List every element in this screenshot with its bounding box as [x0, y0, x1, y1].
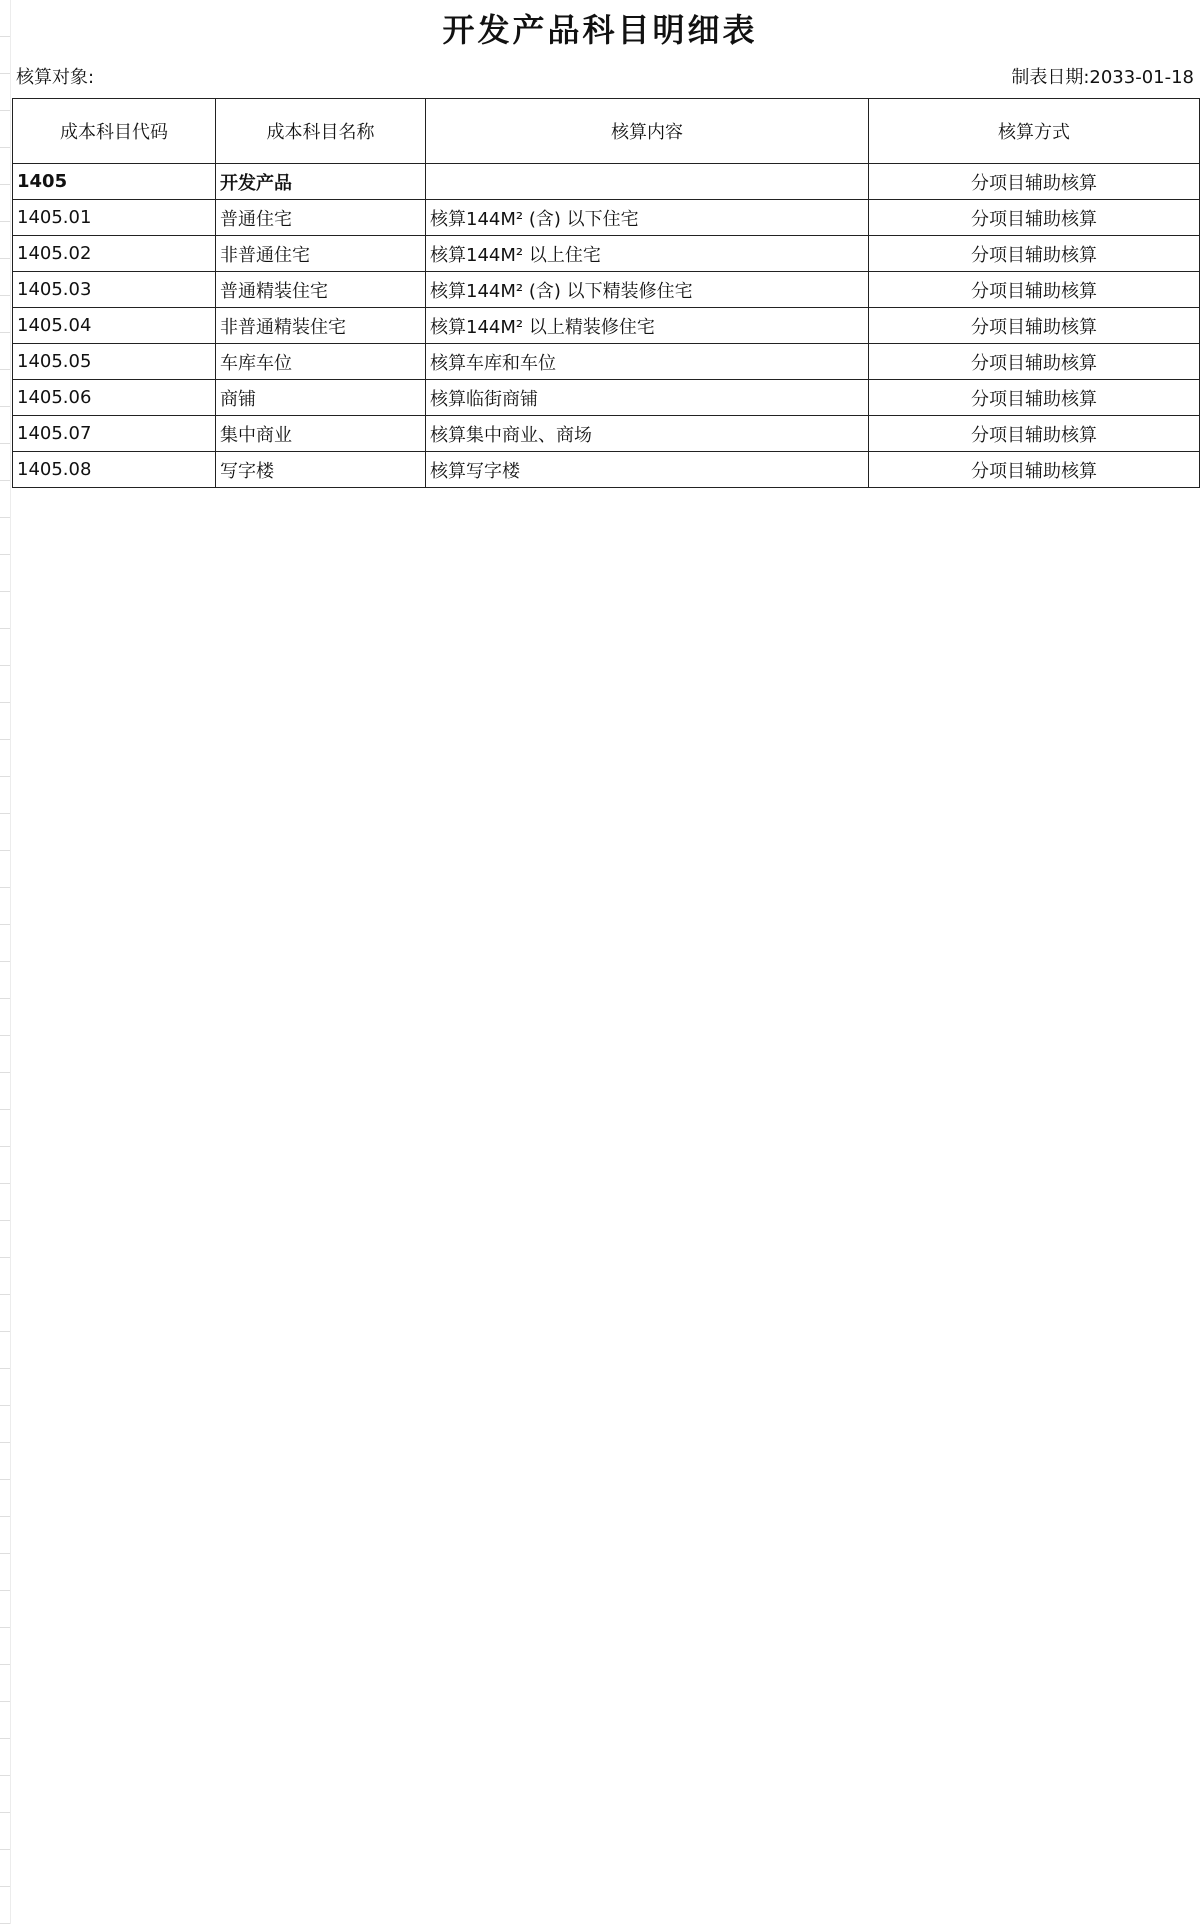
cell-method: 分项目辅助核算: [869, 380, 1200, 416]
cell-code: 1405.02: [13, 236, 216, 272]
cell-method: 分项目辅助核算: [869, 200, 1200, 236]
report-date: 制表日期:2033-01-18: [1011, 67, 1194, 88]
cell-name: 非普通住宅: [216, 236, 426, 272]
cell-code: 1405.03: [13, 272, 216, 308]
cell-code: 1405.07: [13, 416, 216, 452]
cell-method: 分项目辅助核算: [869, 164, 1200, 200]
table-header-row: [13, 99, 1200, 164]
table-row: [13, 272, 1200, 308]
cell-method: 分项目辅助核算: [869, 344, 1200, 380]
table-row: [13, 308, 1200, 344]
cell-content: [426, 164, 869, 200]
row-gutter: [0, 0, 11, 1924]
cell-content: 核算144M² 以上精装修住宅: [426, 308, 869, 344]
table-row: [13, 200, 1200, 236]
subject-detail-table: [12, 98, 1200, 488]
cell-name: 普通精装住宅: [216, 272, 426, 308]
cell-name: 非普通精装住宅: [216, 308, 426, 344]
page-title: 开发产品科目明细表: [442, 11, 758, 49]
cell-code: 1405.06: [13, 380, 216, 416]
accounting-object-label: 核算对象:: [16, 67, 95, 88]
cell-method: 分项目辅助核算: [869, 272, 1200, 308]
table-row: [13, 452, 1200, 488]
cell-method: 分项目辅助核算: [869, 416, 1200, 452]
cell-content: 核算车库和车位: [426, 344, 869, 380]
cell-content: 核算写字楼: [426, 452, 869, 488]
cell-name: 集中商业: [216, 416, 426, 452]
cell-name: 普通住宅: [216, 200, 426, 236]
cell-name: 商铺: [216, 380, 426, 416]
table-row: [13, 236, 1200, 272]
table-row: [13, 380, 1200, 416]
cell-code: 1405.08: [13, 452, 216, 488]
column-header-method: 核算方式: [869, 99, 1200, 164]
cell-method: 分项目辅助核算: [869, 308, 1200, 344]
column-header-code: 成本科目代码: [13, 99, 216, 164]
cell-code: 1405.04: [13, 308, 216, 344]
column-header-content: 核算内容: [426, 99, 869, 164]
cell-name: 车库车位: [216, 344, 426, 380]
column-header-name: 成本科目名称: [216, 99, 426, 164]
table-row: [13, 164, 1200, 200]
cell-name: 开发产品: [216, 164, 426, 200]
table-row: [13, 416, 1200, 452]
cell-content: 核算144M² (含) 以下住宅: [426, 200, 869, 236]
cell-method: 分项目辅助核算: [869, 452, 1200, 488]
cell-content: 核算144M² (含) 以下精装修住宅: [426, 272, 869, 308]
cell-name: 写字楼: [216, 452, 426, 488]
cell-content: 核算集中商业、商场: [426, 416, 869, 452]
cell-code: 1405: [13, 164, 216, 200]
cell-code: 1405.01: [13, 200, 216, 236]
cell-method: 分项目辅助核算: [869, 236, 1200, 272]
table-row: [13, 344, 1200, 380]
cell-content: 核算临街商铺: [426, 380, 869, 416]
cell-content: 核算144M² 以上住宅: [426, 236, 869, 272]
cell-code: 1405.05: [13, 344, 216, 380]
